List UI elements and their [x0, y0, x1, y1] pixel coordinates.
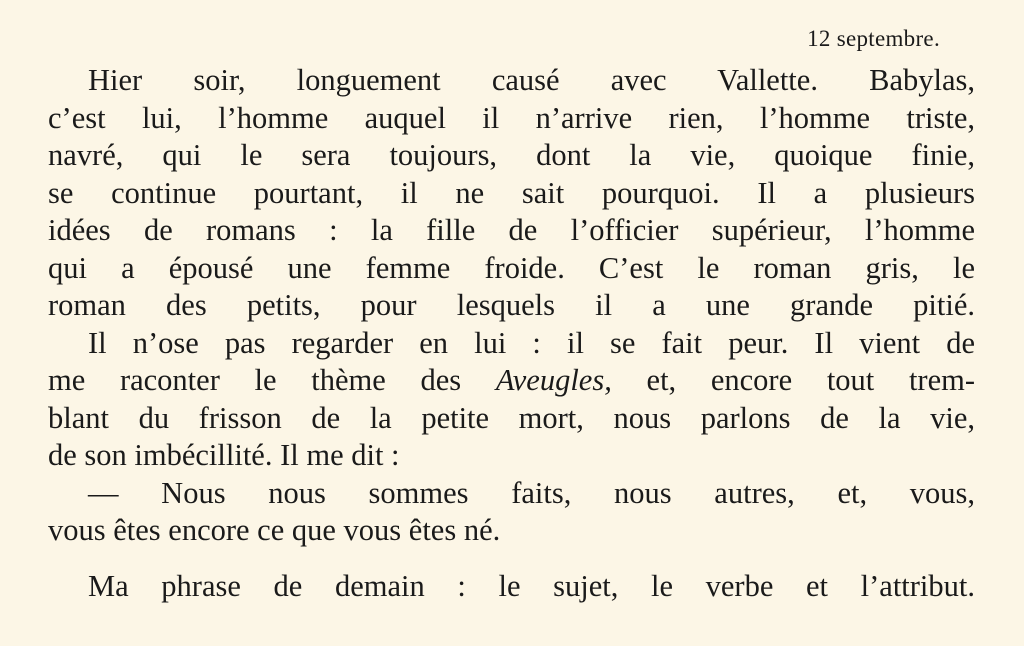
text-line: de son imbécillité. Il me dit :	[48, 438, 400, 472]
page-date: 12 septembre.	[807, 26, 940, 51]
text-line: qui a épousé une femme froide. C’est le roman gris, le	[48, 250, 975, 285]
text-line: c’est lui, l’homme auquel il n’arrive rien, l’homme triste,	[48, 100, 975, 135]
text-line: blant du frisson de la petite mort, nous parlons de la vie,	[48, 400, 975, 435]
text-line: vous êtes encore ce que vous êtes né.	[48, 513, 501, 547]
text-segment: et, encore tout trem-	[611, 363, 976, 397]
journal-entry	[48, 62, 975, 605]
text-segment: me raconter le thème des	[48, 363, 496, 397]
text-line: Ma phrase de demain : le sujet, le verbe et l’attribut.	[88, 568, 975, 603]
text-line: Il n’ose pas regarder en lui : il se fait peur. Il vient de	[88, 325, 975, 360]
text-line: se continue pourtant, il ne sait pourquoi. Il a plusieurs	[48, 175, 975, 210]
text-line	[48, 362, 975, 400]
text-line: idées de romans : la fille de l’officier supérieur, l’homme	[48, 213, 975, 247]
book-title: Aveugles,	[495, 363, 612, 397]
text-line: Hier soir, longuement causé avec Vallette. Babylas,	[88, 63, 975, 97]
text-line: roman des petits, pour lesquels il a une grande pitié.	[48, 288, 975, 322]
text-line: navré, qui le sera toujours, dont la vie, quoique finie,	[48, 138, 975, 172]
text-line: — Nous nous sommes faits, nous autres, et, vous,	[88, 475, 975, 510]
